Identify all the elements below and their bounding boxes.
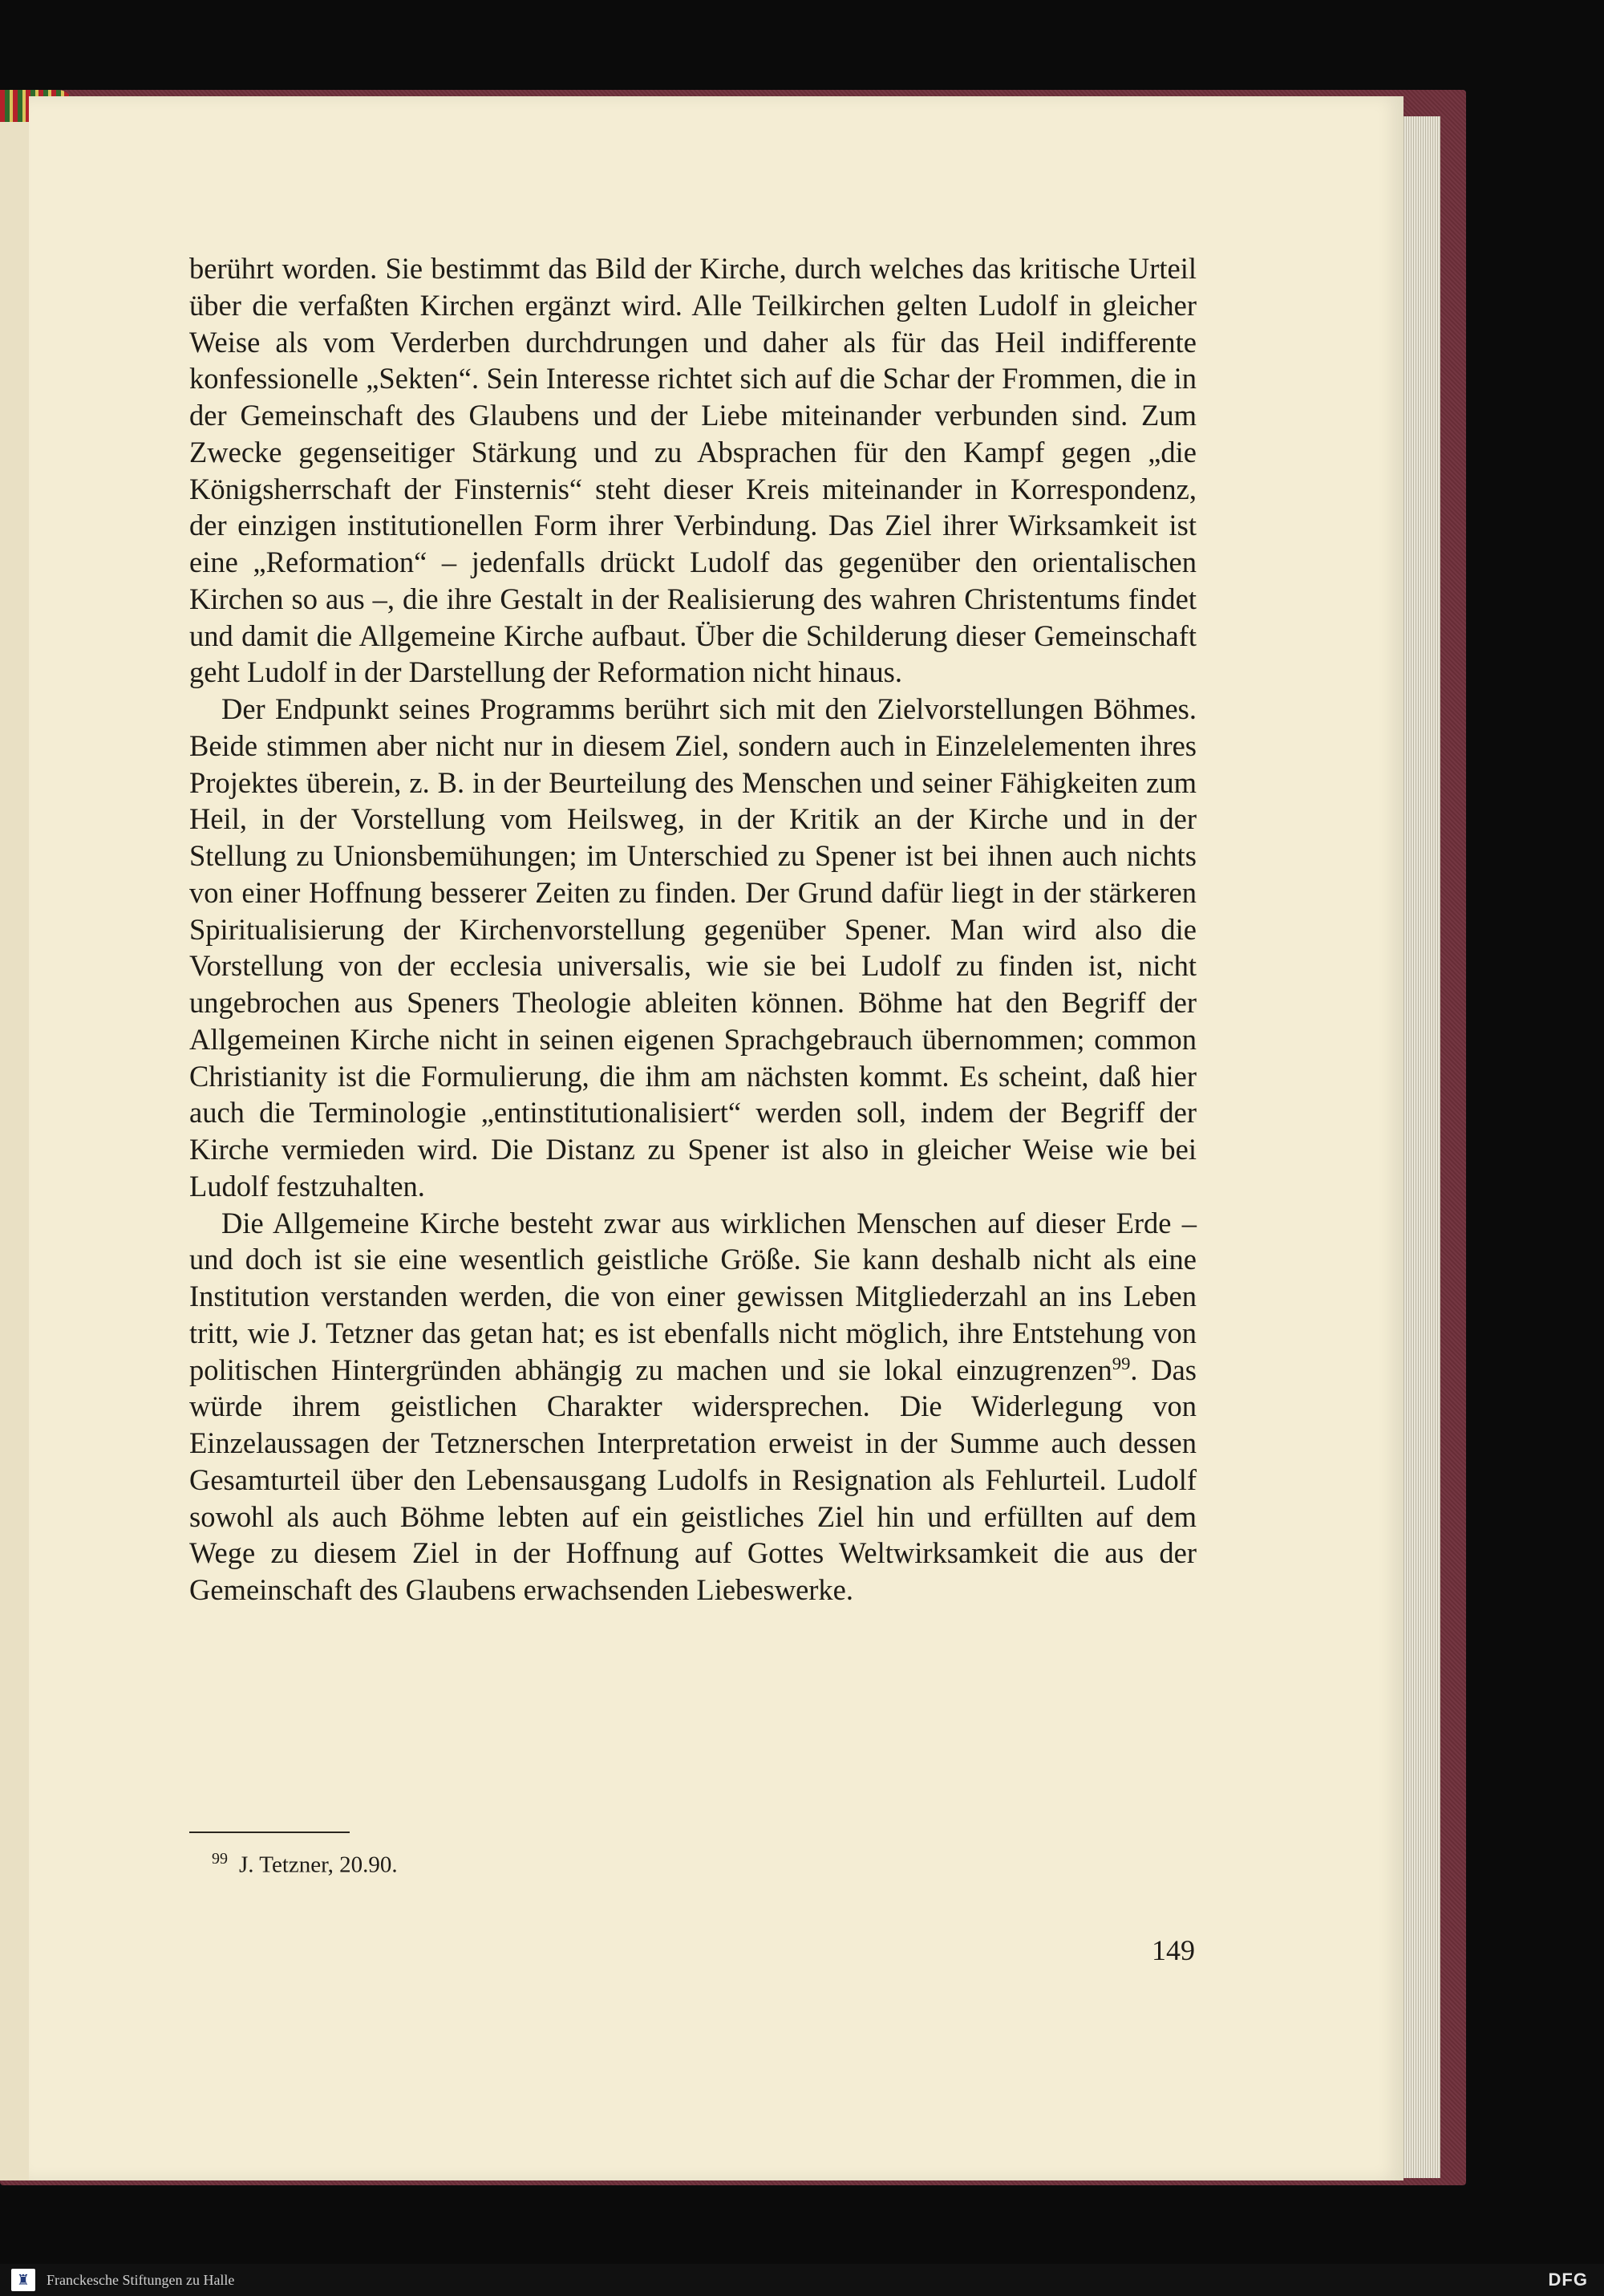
attribution-bar (0, 2264, 1604, 2296)
paragraph-3 (189, 1205, 1197, 1608)
facing-page-edge (0, 103, 29, 2180)
footnote-number: 99 (212, 1850, 228, 1868)
paragraph-3-part-1: Die Allgemeine Kirche besteht zwar aus wirklichen Menschen auf dieser Erde – und doch ist sie eine wesentlich geistliche Größe. Sie kann deshalb nicht als eine Institution verstanden werden, die von einer gewissen Mitgliederzahl an ins Leben tritt, wie J. Tetzner das getan hat; es ist ebenfalls nicht möglich, ihre Entstehung von politischen Hintergründen abhängig zu machen und sie lokal einzugrenzen (189, 1206, 1197, 1386)
paragraph-2: Der Endpunkt seines Programms berührt sich mit den Zielvorstellungen Böhmes. Beide stimmen aber nicht nur in diesem Ziel, sondern auch in Einzelelementen ihres Projektes überein, z. B. in der Beurteilung des Menschen und seiner Fähigkeiten zum Heil, in der Vorstellung vom Heilsweg, in der Kritik an der Kirche und in der Stellung zu Unionsbemühungen; im Unterschied zu Spener ist bei ihnen auch nichts von einer Hoffnung besserer Zeiten zu finden. Der Grund dafür liegt in der stärkeren Spiritualisierung der Kirchenvorstellung gegenüber Spener. Man wird also die Vorstellung von der ecclesia universalis, wie sie bei Ludolf zu finden ist, nicht ungebrochen aus Speners Theologie ableiten können. Böhme hat den Begriff der Allgemeinen Kirche nicht in seinen eigenen Sprachgebrauch übernommen; common Christianity ist die Formulierung, die ihm am nächsten kommt. Es scheint, daß hier auch die Terminologie „entinstitutionalisiert“ werden soll, indem der Begriff der Kirche vermieden wird. Die Distanz zu Spener ist also in gleicher Weise wie bei Ludolf festzuhalten. (189, 692, 1197, 1203)
footnote (212, 1850, 398, 1879)
dfg-logo: DFG (1548, 2270, 1588, 2290)
footnote-text: J. Tetzner, 20.90. (239, 1852, 398, 1878)
footnote-reference: 99 (1112, 1353, 1131, 1373)
paragraph-3-part-2: . Das würde ihrem geistlichen Charakter widersprechen. Die Widerlegung von Einzelaussagen der Tetznerschen Interpretation erweist in der Summe auch dessen Gesamturteil über den Lebensausgang Ludolfs in Resignation als Fehlurteil. Ludolf sowohl als auch Böhme lebten auf ein geistliches Ziel hin und erfüllten auf dem Wege zu diesem Ziel in der Hoffnung auf Gottes Weltwirksamkeit die aus der Gemeinschaft des Glaubens erwachsenden Liebeswerke. (189, 1353, 1197, 1606)
page-number: 149 (1152, 1934, 1195, 1966)
institution-name[interactable]: Franckesche Stiftungen zu Halle (47, 2272, 235, 2288)
body-text (189, 250, 1197, 1608)
book-page (29, 96, 1404, 2180)
footnote-separator (189, 1832, 350, 1833)
franckesche-stiftungen-logo-icon: ♜ (11, 2269, 35, 2291)
paragraph-1: berührt worden. Sie bestimmt das Bild der Kirche, durch welches das kritische Urteil über die verfaßten Kirchen ergänzt wird. Alle Teilkirchen gelten Ludolf in gleicher Weise als vom Verderben durchdrungen und daher als für das Heil indifferente konfessionelle „Sekten“. Sein Interesse richtet sich auf die Schar der Frommen, die in der Gemeinschaft des Glaubens und der Liebe miteinander verbunden sind. Zum Zwecke gegenseitiger Stärkung und zu Absprachen für den Kampf gegen „die Königsherrschaft der Finsternis“ steht dieser Kreis miteinander in Korrespondenz, der einzigen institutionellen Form ihrer Verbindung. Das Ziel ihrer Wirksamkeit ist eine „Reformation“ – jedenfalls drückt Ludolf das gegenüber den orientalischen Kirchen so aus –, die ihre Gestalt in der Realisierung des wahren Christentums findet und damit die Allgemeine Kirche aufbaut. Über die Schilderung dieser Gemeinschaft geht Ludolf in der Darstellung der Reformation nicht hinaus. (189, 252, 1197, 689)
page-stack-edge (1402, 116, 1440, 2178)
